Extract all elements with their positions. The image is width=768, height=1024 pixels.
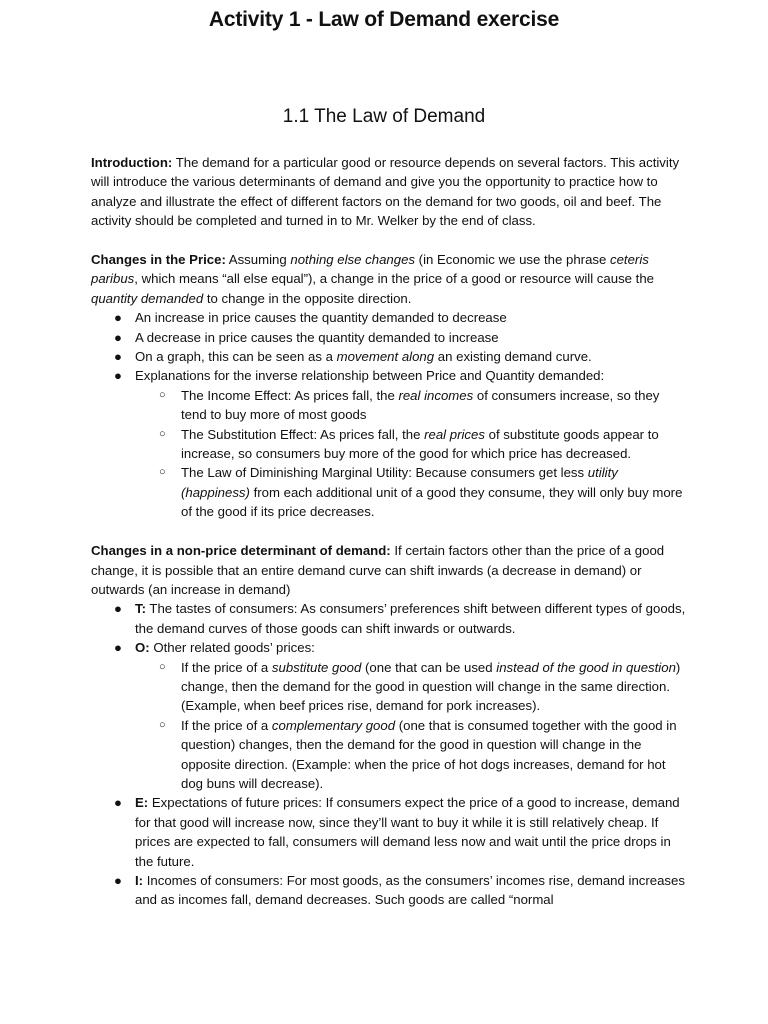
intro-paragraph bbox=[91, 153, 687, 231]
sublist-item-italic: instead of the good in question bbox=[496, 659, 676, 675]
sublist-item bbox=[159, 658, 687, 716]
list-item-text: An increase in price causes the quantity demanded to decrease bbox=[135, 310, 507, 326]
bullet-icon: ● bbox=[114, 795, 122, 811]
sublist-item-text: The Income Effect: As prices fall, the bbox=[181, 387, 399, 403]
sublist-item-text: (one that is consumed together with the good in question) changes, then the demand for the good in question will change in the opposite direction. (Example: when the price of hot dogs increases, demand for hot dog buns will decrease). bbox=[181, 717, 677, 791]
sublist-item bbox=[159, 716, 687, 794]
nonprice-text: If certain factors other than the price of a good change, it is possible that an entire demand curve can shift inwards (a decrease in demand) or outwards (an increase in demand) bbox=[91, 543, 665, 597]
sublist-item bbox=[159, 463, 687, 521]
bullet-icon: ● bbox=[114, 640, 122, 656]
nonprice-paragraph bbox=[91, 541, 687, 599]
section-heading: 1.1 The Law of Demand bbox=[282, 106, 486, 127]
circle-bullet-icon: ○ bbox=[159, 388, 166, 401]
sublist-item-text: The Law of Diminishing Marginal Utility: Because consumers get less bbox=[181, 465, 588, 481]
list-item-text: Expectations of future prices: If consumers expect the price of a good to increase, demand for that good will increase now, since they’ll want to buy it while it is still relatively cheap. If prices are expected to fall, consumers will demand less now and wait until the price drops in the future. bbox=[135, 795, 680, 869]
intro-label: Introduction: bbox=[91, 155, 173, 170]
intro-text: The demand for a particular good or resource depends on several factors. This activity will introduce the various determinants of demand and give you the opportunity to practice how to analyze and illustrate the effect of different factors on the demand for two goods, oil and beef. The activity should be completed and turned in to Mr. Welker by the end of class. bbox=[91, 155, 680, 229]
sublist-item-italic: complementary good bbox=[271, 717, 396, 733]
price-label: Changes in the Price: bbox=[91, 252, 226, 268]
determinant-label: I: bbox=[135, 873, 144, 888]
bullet-icon: ● bbox=[114, 601, 122, 617]
nonprice-label: Changes in a non-price determinant of demand: bbox=[91, 543, 391, 559]
sublist-item-italic: utility (happiness) bbox=[181, 465, 618, 500]
price-italic: quantity demanded bbox=[91, 290, 204, 306]
sublist-item-text: If the price of a bbox=[181, 659, 272, 675]
price-paragraph bbox=[91, 250, 687, 308]
price-text: Assuming bbox=[225, 252, 291, 268]
list-item bbox=[114, 871, 687, 910]
bullet-icon: ● bbox=[114, 368, 122, 384]
document-title: Activity 1 - Law of Demand exercise bbox=[208, 8, 560, 31]
sublist-item-italic: real prices bbox=[424, 426, 485, 442]
sublist-item-italic: real incomes bbox=[398, 387, 474, 403]
list-item bbox=[114, 638, 687, 793]
sublist-item bbox=[159, 386, 687, 425]
list-item bbox=[114, 328, 687, 347]
sublist-item bbox=[159, 425, 687, 464]
price-text: to change in the opposite direction. bbox=[203, 290, 412, 306]
related-goods-sublist bbox=[135, 658, 687, 794]
circle-bullet-icon: ○ bbox=[159, 427, 166, 440]
bullet-icon: ● bbox=[114, 329, 122, 345]
circle-bullet-icon: ○ bbox=[159, 660, 166, 673]
list-item-text: an existing demand curve. bbox=[434, 349, 592, 365]
list-item bbox=[114, 599, 687, 638]
determinant-label: O: bbox=[135, 640, 150, 656]
list-item-italic: movement along bbox=[336, 349, 435, 365]
list-item bbox=[114, 366, 687, 521]
sublist-item-text: of substitute goods appear to increase, so consumers buy more of the good for which price has decreased. bbox=[181, 426, 659, 462]
price-bullet-list bbox=[91, 308, 687, 521]
list-item bbox=[114, 347, 687, 366]
sublist-item-text: (one that can be used bbox=[361, 659, 497, 675]
document-body bbox=[91, 153, 687, 910]
list-item-text: Explanations for the inverse relationship between Price and Quantity demanded: bbox=[135, 368, 605, 384]
sublist-item-text: ) change, then the demand for the good in question will change in the same direction. (Example, when beef prices rise, demand for pork increases). bbox=[181, 659, 681, 714]
explanations-sublist bbox=[135, 386, 687, 522]
bullet-icon: ● bbox=[114, 873, 122, 888]
list-item-text: On a graph, this can be seen as a bbox=[135, 349, 337, 365]
list-item-text: Other related goods’ prices: bbox=[149, 640, 315, 656]
circle-bullet-icon: ○ bbox=[159, 718, 166, 731]
price-text: , which means “all else equal”), a change in the price of a good or resource will cause the bbox=[134, 271, 654, 287]
list-item-text: A decrease in price causes the quantity demanded to increase bbox=[135, 329, 499, 345]
determinant-label: E: bbox=[135, 795, 149, 811]
sublist-item-italic: substitute good bbox=[271, 659, 362, 675]
bullet-icon: ● bbox=[114, 310, 122, 326]
price-text: (in Economic we use the phrase bbox=[415, 252, 610, 268]
price-italic: nothing else changes bbox=[290, 252, 416, 268]
circle-bullet-icon: ○ bbox=[159, 466, 166, 479]
list-item-text: Incomes of consumers: For most goods, as the consumers’ incomes rise, demand increases and as incomes fall, demand decreases. Such goods are called “normal bbox=[135, 873, 685, 908]
sublist-item-text: The Substitution Effect: As prices fall, the bbox=[181, 426, 425, 442]
list-item bbox=[114, 793, 687, 871]
sublist-item-text: of consumers increase, so they tend to buy more of most goods bbox=[181, 387, 660, 423]
sublist-item-text: from each additional unit of a good they consume, they will only buy more of the good if its price decreases. bbox=[181, 484, 683, 520]
determinant-label: T: bbox=[135, 601, 146, 617]
list-item bbox=[114, 308, 687, 327]
list-item-text: The tastes of consumers: As consumers’ preferences shift between different types of goods, the demand curves of those goods can shift inwards or outwards. bbox=[135, 601, 686, 636]
price-italic: ceteris paribus bbox=[91, 252, 649, 287]
determinants-list bbox=[91, 599, 687, 910]
bullet-icon: ● bbox=[114, 349, 122, 365]
sublist-item-text: If the price of a bbox=[181, 717, 272, 733]
